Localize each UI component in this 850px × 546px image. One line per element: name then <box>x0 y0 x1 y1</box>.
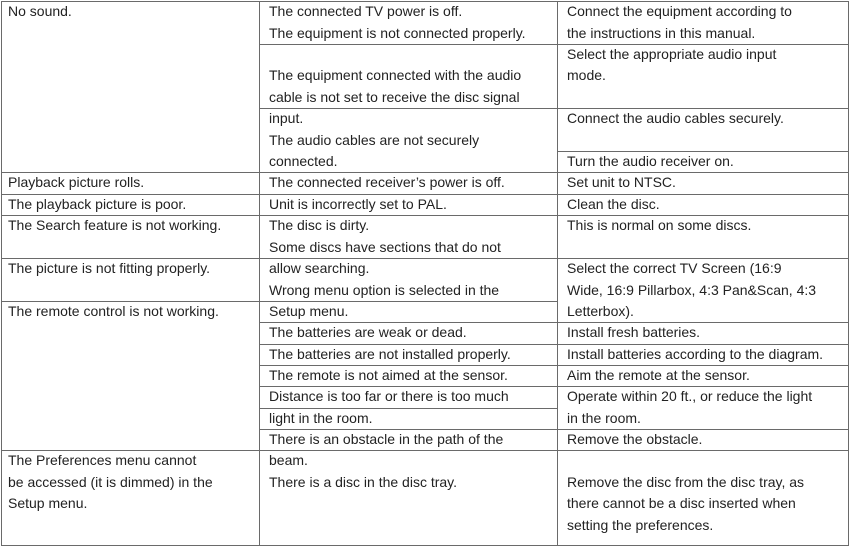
column-divider <box>259 1 260 546</box>
solution-text: mode. <box>567 67 606 83</box>
problem-text: The remote control is not working. <box>8 303 219 319</box>
solution-text: Remove the obstacle. <box>567 431 703 447</box>
cause-text: There is an obstacle in the path of the <box>269 431 504 447</box>
solution-text: This is normal on some discs. <box>567 217 752 233</box>
solution-text: there cannot be a disc inserted when <box>567 495 796 511</box>
cause-text: The equipment is not connected properly. <box>269 25 526 41</box>
problem-text: No sound. <box>8 3 72 19</box>
problem-text: Playback picture rolls. <box>8 174 145 190</box>
solution-text: Turn the audio receiver on. <box>567 153 734 169</box>
cause-text: Distance is too far or there is too much <box>269 388 509 404</box>
cause-text: The disc is dirty. <box>269 217 370 233</box>
cause-text: The batteries are not installed properly. <box>269 346 511 362</box>
cause-text: beam. <box>269 452 308 468</box>
solution-text: Aim the remote at the sensor. <box>567 367 750 383</box>
solution-text: Set unit to NTSC. <box>567 174 676 190</box>
solution-text: Select the appropriate audio input <box>567 46 777 62</box>
cause-text: input. <box>269 110 304 126</box>
cause-text: Setup menu. <box>269 303 349 319</box>
solution-text: Select the correct TV Screen (16:9 <box>567 260 782 276</box>
problem-text: be accessed (it is dimmed) in the <box>8 474 213 490</box>
cause-text: The audio cables are not securely <box>269 132 480 148</box>
cause-text: Wrong menu option is selected in the <box>269 282 500 298</box>
column-divider <box>557 1 558 546</box>
solution-text: Letterbox). <box>567 303 634 319</box>
solution-text: Install batteries according to the diagram. <box>567 346 824 362</box>
problem-text: The Search feature is not working. <box>8 217 222 233</box>
cause-text: connected. <box>269 153 338 169</box>
solution-text: the instructions in this manual. <box>567 25 756 41</box>
cause-text: The connected TV power is off. <box>269 3 463 19</box>
cause-text: The connected receiver’s power is off. <box>269 174 505 190</box>
solution-text: in the room. <box>567 410 641 426</box>
solution-text: Connect the equipment according to <box>567 3 792 19</box>
solution-text: Operate within 20 ft., or reduce the light <box>567 388 813 404</box>
solution-text: Clean the disc. <box>567 196 660 212</box>
solution-text: Install fresh batteries. <box>567 324 701 340</box>
solution-text: Remove the disc from the disc tray, as <box>567 474 805 490</box>
solution-text: Wide, 16:9 Pillarbox, 4:3 Pan&Scan, 4:3 <box>567 282 817 298</box>
cause-text: cable is not set to receive the disc signal <box>269 89 520 105</box>
table-border-right <box>848 1 849 546</box>
solution-text: Connect the audio cables securely. <box>567 110 784 126</box>
cause-text: The equipment connected with the audio <box>269 67 522 83</box>
table-border-left <box>1 1 2 546</box>
cause-text: allow searching. <box>269 260 370 276</box>
cause-text: light in the room. <box>269 410 373 426</box>
cause-text: There is a disc in the disc tray. <box>269 474 458 490</box>
cause-text: Some discs have sections that do not <box>269 239 501 255</box>
cause-text: The batteries are weak or dead. <box>269 324 467 340</box>
cause-text: Unit is incorrectly set to PAL. <box>269 196 447 212</box>
problem-text: The Preferences menu cannot <box>8 452 197 468</box>
cause-text: The remote is not aimed at the sensor. <box>269 367 508 383</box>
problem-text: The picture is not fitting properly. <box>8 260 211 276</box>
problem-text: The playback picture is poor. <box>8 196 187 212</box>
problem-text: Setup menu. <box>8 495 88 511</box>
solution-text: setting the preferences. <box>567 517 714 533</box>
